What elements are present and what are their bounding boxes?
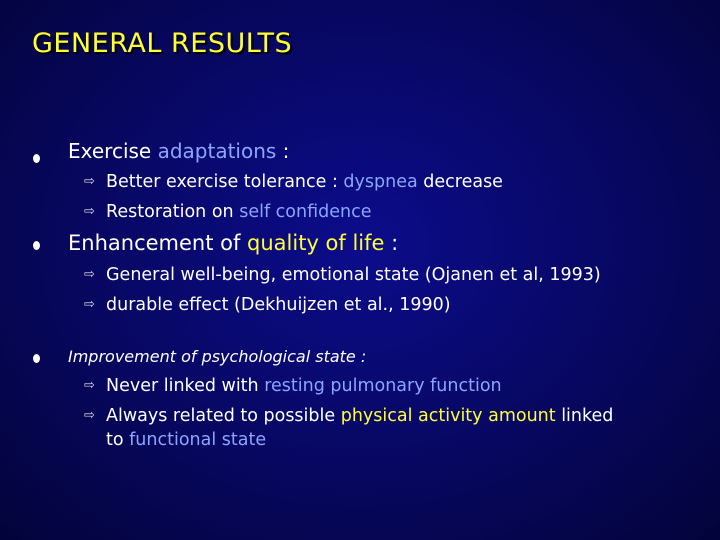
arrow-right-icon: ⇨: [84, 297, 95, 312]
arrow-right-icon: ⇨: [84, 378, 95, 393]
highlight-text: quality of life: [247, 231, 385, 255]
section-heading-psychological: Improvement of psychological state :: [68, 347, 367, 366]
arrow-right-icon: ⇨: [84, 204, 95, 219]
sub-item: ⇨ Always related to possible physical activity amount linked: [84, 406, 614, 426]
highlight-text: resting pulmonary function: [264, 376, 502, 396]
sub-item-continuation: to functional state: [106, 430, 267, 450]
section-heading-exercise: Exercise adaptations :: [68, 139, 290, 163]
bullet-icon: [33, 241, 40, 250]
sub-item: ⇨ General well-being, emotional state (Ojanen et al, 1993): [84, 265, 601, 285]
slide-title: GENERAL RESULTS: [32, 28, 293, 59]
sub-item: ⇨ Restoration on self confidence: [84, 202, 372, 222]
bullet-icon: [33, 154, 40, 163]
section-heading-quality: Enhancement of quality of life :: [68, 231, 399, 255]
highlight-text: functional state: [129, 430, 267, 450]
bullet-icon: [33, 354, 40, 363]
arrow-right-icon: ⇨: [84, 408, 95, 423]
arrow-right-icon: ⇨: [84, 174, 95, 189]
sub-item: ⇨ Never linked with resting pulmonary function: [84, 376, 502, 396]
sub-item: ⇨ Better exercise tolerance : dyspnea decrease: [84, 172, 503, 192]
arrow-right-icon: ⇨: [84, 267, 95, 282]
highlight-text: physical activity amount: [340, 406, 556, 426]
highlight-text: adaptations: [157, 139, 277, 163]
sub-item: ⇨ durable effect (Dekhuijzen et al., 1990): [84, 295, 451, 315]
highlight-text: self confidence: [239, 202, 372, 222]
highlight-text: dyspnea: [343, 172, 418, 192]
